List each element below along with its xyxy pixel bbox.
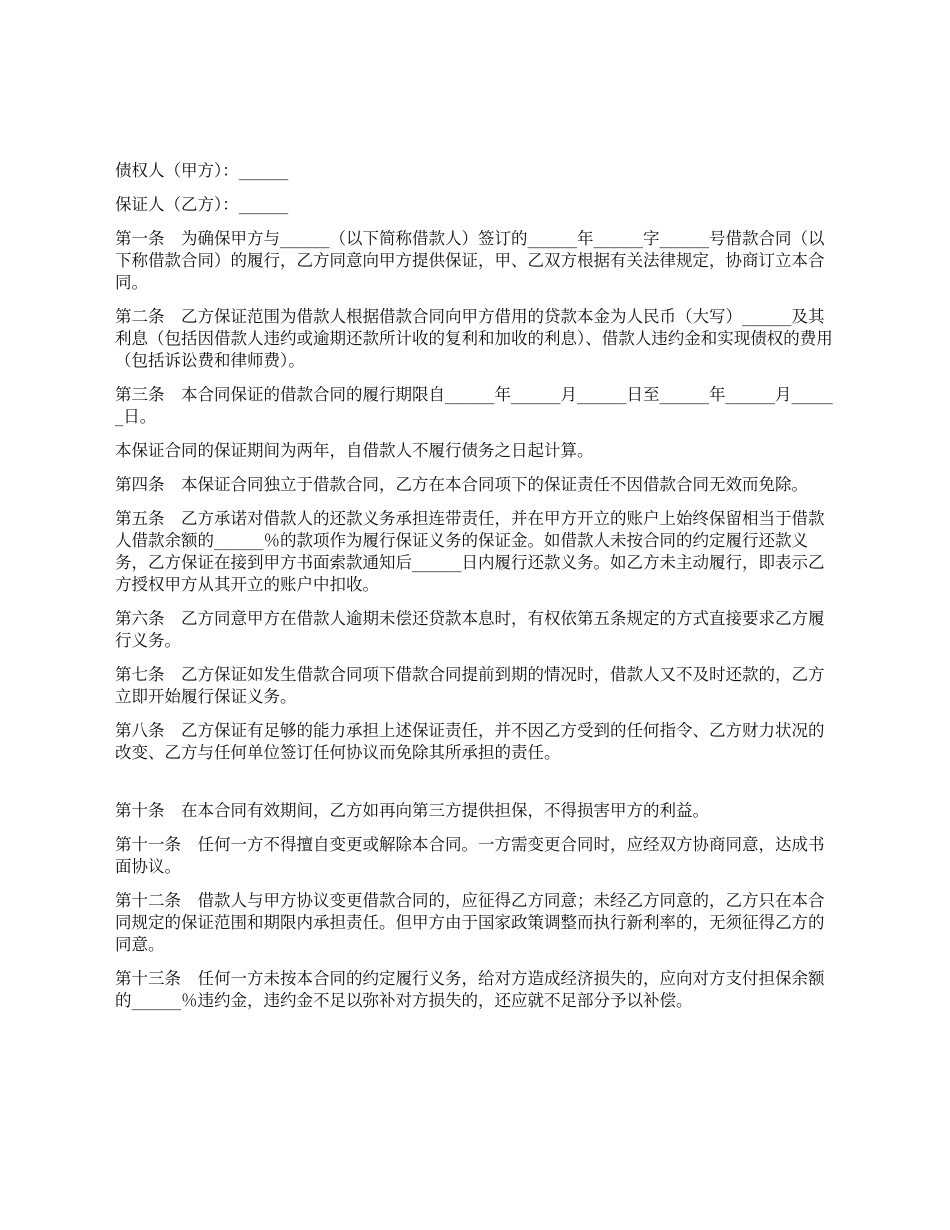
article-2: 第二条 乙方保证范围为借款人根据借款合同向甲方借用的贷款本金为人民币（大写）______及其利息（包括因借款人违约或逾期还款所计收的复利和加收的利息）、借款人违约金和实现债权的费用（包括诉讼费和律师费）。 (115, 307, 833, 370)
guarantee-period-paragraph: 本保证合同的保证期间为两年，自借款人不履行债务之日起计算。 (115, 441, 594, 460)
article-8: 第八条 乙方保证有足够的能力承担上述保证责任，并不因乙方受到的任何指令、乙方财力状况的改变、乙方与任何单位签订任何协议而免除其所承担的责任。 (115, 721, 825, 762)
article-5: 第五条 乙方承诺对借款人的还款义务承担连带责任，并在甲方开立的账户上始终保留相当于借款人借款余额的______％的款项作为履行保证义务的保证金。如借款人未按合同的约定履行还款义务，乙方保证在接到甲方书面索款通知后______日内履行还款义务。如乙方未主动履行，即表示乙方授权甲方从其开立的账户中扣收。 (115, 509, 825, 594)
article-10: 第十条 在本合同有效期间，乙方如再向第三方提供担保，不得损害甲方的利益。 (115, 801, 709, 820)
creditor-line: 债权人（甲方）：______ (115, 161, 289, 180)
document-body (115, 160, 837, 1024)
article-6: 第六条 乙方同意甲方在借款人逾期未偿还贷款本息时，有权依第五条规定的方式直接要求乙方履行义务。 (115, 609, 825, 650)
article-4: 第四条 本保证合同独立于借款合同，乙方在本合同项下的保证责任不因借款合同无效而免除。 (115, 475, 808, 494)
article-3: 第三条 本合同保证的借款合同的履行期限自______年______月______日至______年______月______日。 (115, 385, 833, 426)
article-13: 第十三条 任何一方未按本合同的约定履行义务，给对方造成经济损失的，应向对方支付担保余额的______％违约金，违约金不足以弥补对方损失的，还应就不足部分予以补偿。 (115, 969, 825, 1010)
article-11: 第十一条 任何一方不得擅自变更或解除本合同。一方需变更合同时，应经双方协商同意，达成书面协议。 (115, 835, 825, 876)
guarantor-line: 保证人（乙方）：______ (115, 195, 289, 214)
article-12: 第十二条 借款人与甲方协议变更借款合同的，应征得乙方同意；未经乙方同意的，乙方只在本合同规定的保证范围和期限内承担责任。但甲方由于国家政策调整而执行新利率的，无须征得乙方的同意。 (115, 891, 825, 954)
article-1: 第一条 为确保甲方与______（以下简称借款人）签订的______年______字______号借款合同（以下称借款合同）的履行，乙方同意向甲方提供保证，甲、乙双方根据有关法律规定，协商订立本合同。 (115, 229, 825, 292)
article-7: 第七条 乙方保证如发生借款合同项下借款合同提前到期的情况时，借款人又不及时还款的，乙方立即开始履行保证义务。 (115, 665, 825, 706)
